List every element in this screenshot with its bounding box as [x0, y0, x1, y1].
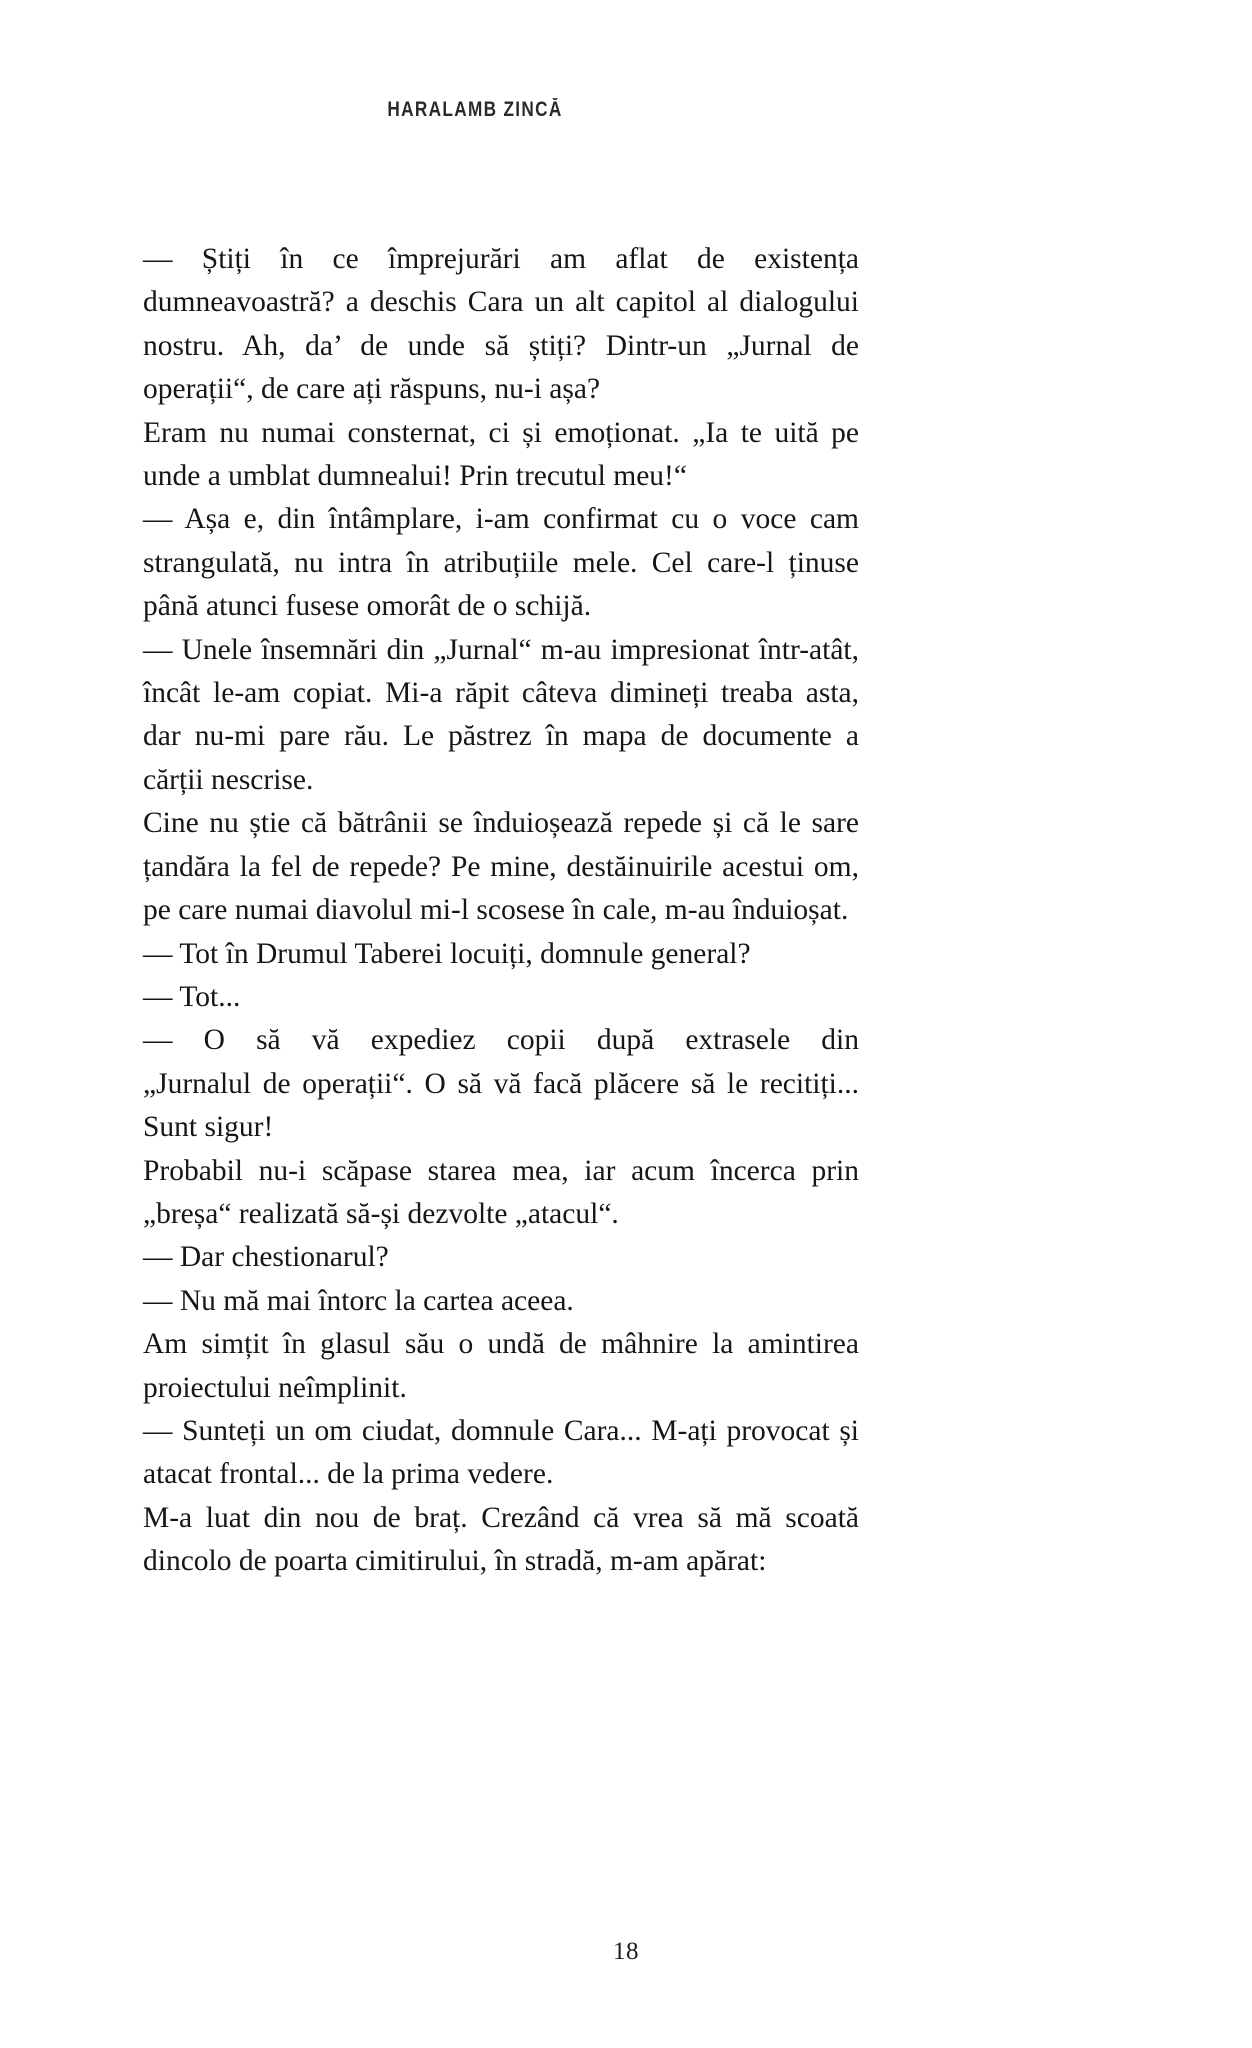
paragraph: Probabil nu-i scăpase starea mea, iar acum încerca prin „breșa“ realizată să-și dezvolte „atacul“.	[143, 1154, 859, 1230]
paragraph: Eram nu numai consternat, ci și emoționat. „Ia te uită pe unde a umblat dumnealui! Prin trecutul meu!“	[143, 416, 859, 493]
running-head: HARALAMB ZINCĂ	[387, 98, 563, 121]
paragraph-line: „Jurnalul de operații“. O să vă facă plăcere să le recitiți... Sunt sigur!	[143, 1067, 859, 1144]
paragraph: Cine nu știe că bătrânii se înduioșează repede și că le sare țandăra la fel de repede? Pe mine, destăinuirile acestui om, pe care numai diavolul mi-l scosese în cale, m-au înduioșat.	[143, 807, 859, 927]
paragraph: — Sunteți un om ciudat, domnule Cara... M-ați provocat și atacat frontal... de la prima vedere.	[143, 1414, 859, 1491]
paragraph: M-a luat din nou de braț. Crezând că vrea să mă scoată dincolo de poarta cimitirului, în stradă, m-am apărat:	[143, 1501, 859, 1578]
paragraph: — Dar chestionarul?	[143, 1241, 389, 1274]
paragraph	[143, 1019, 859, 1149]
body-text	[143, 238, 859, 1584]
paragraph: — Unele însemnări din „Jurnal“ m-au impresionat într-atât, încât le-am copiat. Mi-a răpit câteva dimineți treaba asta, dar nu-mi pare rău. Le păstrez în mapa de documente a cărții nescrise.	[143, 633, 859, 796]
paragraph: — Așa e, din întâmplare, i-am confirmat cu o voce cam strangulată, nu intra în atribuțiile mele. Cel care-l ținuse până atunci fusese omorât de o schijă.	[143, 503, 859, 623]
paragraph: — Nu mă mai întorc la cartea aceea.	[143, 1284, 574, 1317]
page-number: 18	[613, 1938, 639, 1965]
paragraph: — Tot în Drumul Taberei locuiți, domnule general?	[143, 937, 751, 970]
paragraph-line-stretched: — O să vă expediez copii după extrasele din	[143, 1024, 859, 1057]
paragraph: — Știți în ce împrejurări am aflat de existența dumneavoastră? a deschis Cara un alt capitol al dialogului nostru. Ah, da’ de unde să știți? Dintr-un „Jurnal de operații“, de care ați răspuns, nu-i așa?	[143, 243, 859, 406]
paragraph: — Tot...	[143, 980, 241, 1013]
paragraph: Am simțit în glasul său o undă de mâhnire la amintirea proiectului neîmplinit.	[143, 1328, 859, 1404]
